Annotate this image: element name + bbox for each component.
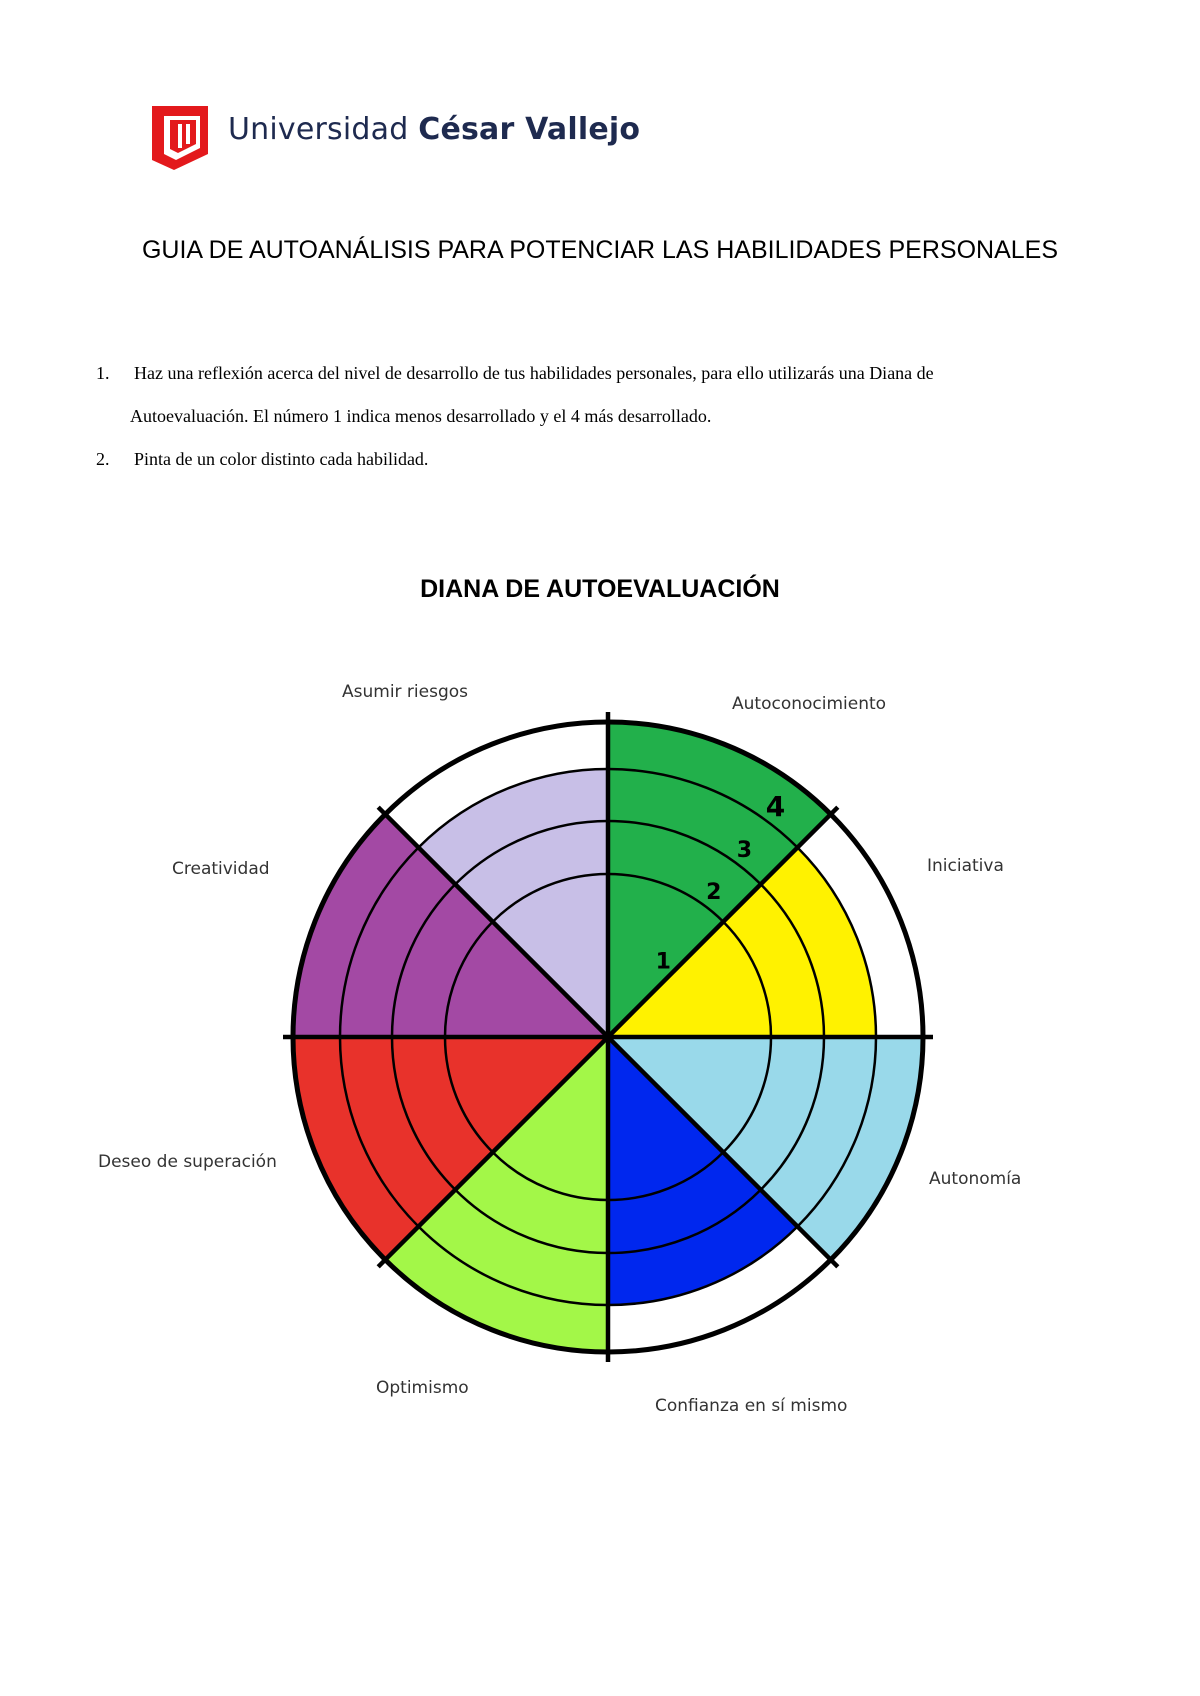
skill-label-iniciativa: Iniciativa (927, 856, 1004, 876)
instruction-text: Pinta de un color distinto cada habilidad. (134, 449, 429, 469)
skill-label-optimismo: Optimismo (376, 1378, 469, 1398)
university-name-regular: Universidad (228, 112, 419, 147)
level-label-2: 2 (706, 880, 722, 906)
skill-label-creatividad: Creatividad (172, 859, 270, 879)
instruction-text: Haz una reflexión acerca del nivel de desarrollo de tus habilidades personales, para ello utilizarás una Diana de (134, 363, 934, 383)
university-name-bold: César Vallejo (418, 112, 641, 147)
level-label-4: 4 (765, 790, 786, 824)
skill-label-deseo-de-superacion: Deseo de superación (98, 1152, 277, 1172)
diana-title: DIANA DE AUTOEVALUACIÓN (420, 575, 780, 603)
instruction-number: 1. (96, 363, 110, 383)
skill-label-confianza-en-si-mismo: Confianza en sí mismo (655, 1396, 848, 1416)
level-label-3: 3 (736, 838, 753, 863)
skill-label-asumir-riesgos: Asumir riesgos (342, 682, 469, 702)
skill-label-autonomia: Autonomía (929, 1169, 1022, 1189)
instruction-number: 2. (96, 449, 110, 469)
page-title: GUIA DE AUTOANÁLISIS PARA POTENCIAR LAS HABILIDADES PERSONALES (141, 236, 1059, 264)
instruction-text: Autoevaluación. El número 1 indica menos desarrollado y el 4 más desarrollado. (130, 406, 712, 426)
level-label-1: 1 (655, 949, 671, 975)
skill-label-autoconocimiento: Autoconocimiento (732, 694, 887, 714)
